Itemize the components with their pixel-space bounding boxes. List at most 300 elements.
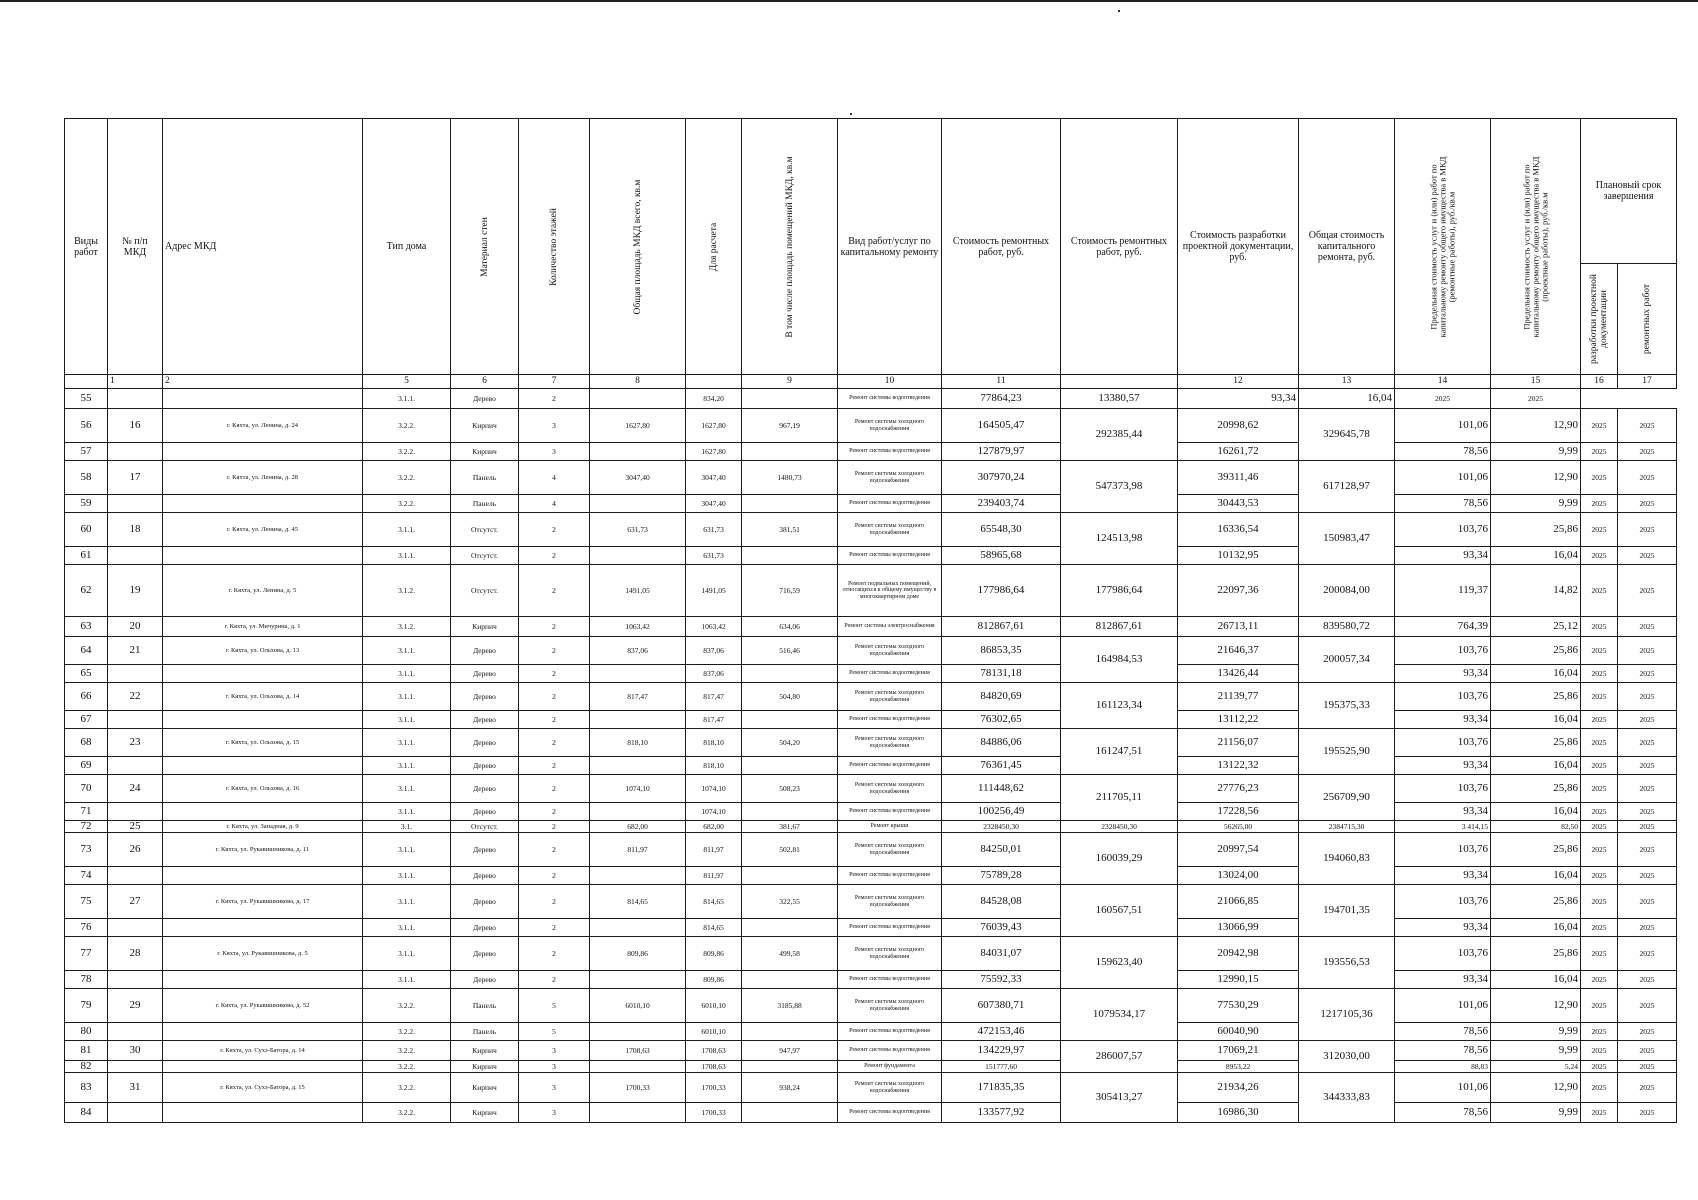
limit-repair: 78,56 [1395,1041,1491,1061]
work-type: Ремонт системы холодного водоснабжения [838,775,942,803]
total-cost: 194060,83 [1299,833,1395,885]
mkd-number [108,665,163,683]
premises-area [742,443,838,461]
work-type: Ремонт системы водоотведения [838,757,942,775]
design-cost: 13380,57 [1061,389,1178,409]
design-cost: 20997,54 [1178,833,1299,867]
premises-area: 516,46 [742,637,838,665]
address [163,757,363,775]
term-design-year: 2025 [1581,757,1618,775]
total-area [590,971,686,989]
work-type: Ремонт системы водоотведения [838,495,942,513]
mkd-number [108,443,163,461]
work-type: Ремонт системы водоотведения [838,867,942,885]
term-repair-year: 2025 [1618,637,1677,665]
design-cost: 21156,07 [1178,729,1299,757]
limit-repair: 103,76 [1395,937,1491,971]
total-cost: 344333,83 [1299,1073,1395,1123]
term-design-year: 2025 [1395,389,1491,409]
limit-design: 16,04 [1299,389,1395,409]
header-floors [519,119,590,375]
table-row [65,989,1677,1023]
total-area [590,867,686,885]
limit-repair: 3 414,15 [1395,821,1491,833]
row-number: 84 [65,1103,108,1123]
house-type: 3.2.2. [363,1073,451,1103]
mkd-number: 26 [108,833,163,867]
column-number-cell: 13 [1299,375,1395,389]
design-cost: 21934,26 [1178,1073,1299,1103]
floors: 2 [519,971,590,989]
header-term-design-text: разработки проектной документации [1589,274,1609,364]
term-repair-year: 2025 [1618,757,1677,775]
total-cost: 329645,78 [1299,409,1395,461]
premises-area: 634,06 [742,617,838,637]
area-for-calc: 817,47 [686,711,742,729]
mkd-number [108,757,163,775]
limit-repair: 78,56 [1395,1023,1491,1041]
repair-cost-sum: 305413,27 [1061,1073,1178,1123]
repair-cost: 812867,61 [942,617,1061,637]
area-for-calc: 837,06 [686,637,742,665]
floors: 2 [519,389,590,409]
header-repair-cost-sum: Стоимость ремонтных работ, руб. [1061,119,1178,375]
work-type: Ремонт системы холодного водоснабжения [838,729,942,757]
wall-material: Дерево [451,389,519,409]
wall-material: Кирпич [451,1041,519,1061]
premises-area: 508,23 [742,775,838,803]
total-cost: 200084,00 [1299,565,1395,617]
premises-area: 381,51 [742,513,838,547]
term-repair-year: 2025 [1618,665,1677,683]
repair-cost-sum: 177986,64 [1061,565,1178,617]
premises-area [742,867,838,885]
table-row [65,803,1677,821]
table-row [65,665,1677,683]
area-for-calc: 814,65 [686,919,742,937]
term-design-year: 2025 [1581,565,1618,617]
address: г. Кяхта, ул. Рукавишникова, д. 52 [163,989,363,1023]
total-cost: 194701,35 [1299,885,1395,937]
row-number: 57 [65,443,108,461]
header-total-area [590,119,686,375]
table-row [65,617,1677,637]
area-for-calc: 1627,80 [686,409,742,443]
address [163,867,363,885]
header-total-cost: Общая стоимость капитального ремонта, руб. [1299,119,1395,375]
limit-repair: 93,34 [1395,665,1491,683]
mkd-number: 21 [108,637,163,665]
wall-material: Дерево [451,971,519,989]
term-design-year: 2025 [1581,821,1618,833]
term-design-year: 2025 [1581,867,1618,885]
house-type: 3.1.1. [363,885,451,919]
mkd-number: 19 [108,565,163,617]
mkd-number [108,867,163,885]
header-mkd-number: № п/п МКД [108,119,163,375]
row-number: 68 [65,729,108,757]
limit-design: 25,86 [1491,833,1581,867]
wall-material: Дерево [451,867,519,885]
limit-repair: 93,34 [1178,389,1299,409]
header-wall-material [451,119,519,375]
row-number: 59 [65,495,108,513]
design-cost: 21066,85 [1178,885,1299,919]
floors: 3 [519,1103,590,1123]
area-for-calc: 809,86 [686,971,742,989]
repair-cost: 76039,43 [942,919,1061,937]
total-area [590,1061,686,1073]
row-number: 76 [65,919,108,937]
term-design-year: 2025 [1581,443,1618,461]
design-cost: 10132,95 [1178,547,1299,565]
floors: 2 [519,565,590,617]
area-for-calc: 837,06 [686,665,742,683]
area-for-calc: 818,10 [686,729,742,757]
column-number-cell: 8 [590,375,686,389]
table-row [65,1023,1677,1041]
premises-area [742,971,838,989]
address [163,919,363,937]
design-cost: 12990,15 [1178,971,1299,989]
header-total-area-text: Общая площадь МКД всего, кв.м [632,179,643,314]
work-type: Ремонт фундамента [838,1061,942,1073]
house-type: 3.2.2. [363,1041,451,1061]
area-for-calc: 1074,10 [686,803,742,821]
repair-cost: 239403,74 [942,495,1061,513]
term-design-year: 2025 [1581,461,1618,495]
total-cost: 200057,34 [1299,637,1395,683]
limit-repair: 103,76 [1395,885,1491,919]
repair-cost: 84820,69 [942,683,1061,711]
header-floors-text: Количество этажей [549,207,559,286]
area-for-calc: 3047,40 [686,461,742,495]
limit-design: 25,86 [1491,729,1581,757]
column-number-cell: 15 [1491,375,1581,389]
work-type: Ремонт системы холодного водоснабжения [838,461,942,495]
term-design-year: 2025 [1581,803,1618,821]
term-design-year: 2025 [1581,833,1618,867]
house-type: 3.2.2. [363,443,451,461]
design-cost: 20942,98 [1178,937,1299,971]
floors: 4 [519,461,590,495]
mkd-number [108,389,163,409]
floors: 2 [519,513,590,547]
premises-area [742,711,838,729]
total-area [590,665,686,683]
header-premises-area [742,119,838,375]
total-area [590,919,686,937]
floors: 2 [519,547,590,565]
limit-design: 12,90 [1491,461,1581,495]
column-number-cell: 2 [163,375,363,389]
mkd-number: 30 [108,1041,163,1061]
row-number: 80 [65,1023,108,1041]
repair-cost: 58965,68 [942,547,1061,565]
area-for-calc: 631,73 [686,513,742,547]
term-design-year: 2025 [1581,1023,1618,1041]
house-type: 3.1.1. [363,547,451,565]
column-number-cell: 17 [1618,375,1677,389]
term-repair-year: 2025 [1618,547,1677,565]
row-number: 61 [65,547,108,565]
header-term-repair [1618,264,1677,375]
header-address: Адрес МКД [163,119,363,375]
design-cost: 26713,11 [1178,617,1299,637]
term-repair-year: 2025 [1618,461,1677,495]
table-row [65,885,1677,919]
total-cost: 195375,33 [1299,683,1395,729]
table-row [65,775,1677,803]
term-design-year: 2025 [1581,547,1618,565]
area-for-calc: 682,00 [686,821,742,833]
total-area: 818,10 [590,729,686,757]
header-limit-design [1491,119,1581,375]
table-body [65,389,1677,1123]
term-repair-year: 2025 [1618,867,1677,885]
house-type: 3.1.2. [363,565,451,617]
floors: 2 [519,711,590,729]
repair-cost: 86853,35 [942,637,1061,665]
premises-area: 716,59 [742,565,838,617]
address [163,443,363,461]
term-repair-year: 2025 [1491,389,1581,409]
row-number: 77 [65,937,108,971]
limit-design: 16,04 [1491,803,1581,821]
design-cost: 17069,21 [1178,1041,1299,1061]
wall-material: Отсутст. [451,547,519,565]
work-type: Ремонт системы водоотведения [838,547,942,565]
limit-repair: 78,56 [1395,1103,1491,1123]
area-for-calc: 811,97 [686,833,742,867]
repair-cost: 171835,35 [942,1073,1061,1103]
term-design-year: 2025 [1581,617,1618,637]
repair-cost: 472153,46 [942,1023,1061,1041]
work-type: Ремонт системы водоотведения [838,919,942,937]
limit-design: 82,50 [1491,821,1581,833]
design-cost: 16336,54 [1178,513,1299,547]
mkd-number: 31 [108,1073,163,1103]
repair-cost: 76361,45 [942,757,1061,775]
table-row [65,513,1677,547]
total-area: 1627,80 [590,409,686,443]
limit-repair: 78,56 [1395,495,1491,513]
repair-cost: 76302,65 [942,711,1061,729]
house-type: 3.1.1. [363,665,451,683]
column-number-cell: 10 [838,375,942,389]
column-number-cell: 6 [451,375,519,389]
total-area [590,443,686,461]
row-number: 73 [65,833,108,867]
term-design-year: 2025 [1581,971,1618,989]
mkd-number [108,495,163,513]
wall-material: Дерево [451,885,519,919]
total-area [590,495,686,513]
premises-area [742,547,838,565]
house-type: 3.2.2. [363,989,451,1023]
floors: 2 [519,885,590,919]
address: г. Кяхта, ул. Ленина, д. 24 [163,409,363,443]
address: г. Кяхта, ул. Рукавишникова, д. 17 [163,885,363,919]
header-wall-material-text: Материал стен [479,216,490,277]
term-repair-year: 2025 [1618,937,1677,971]
table-row [65,495,1677,513]
total-area: 1063,42 [590,617,686,637]
header-limit-design-text: Предельная стоимость услуг и (или) работ по капитальному ремонту общего имущества в МКД (проектные работы), руб./кв.м [1521,156,1549,337]
table-row [65,1041,1677,1061]
term-repair-year: 2025 [1618,513,1677,547]
floors: 2 [519,821,590,833]
term-design-year: 2025 [1581,1103,1618,1123]
limit-repair: 101,06 [1395,409,1491,443]
house-type: 3.1.1. [363,803,451,821]
repair-cost-sum: 2328450,30 [1061,821,1178,833]
repair-cost-sum: 161123,34 [1061,683,1178,729]
term-repair-year: 2025 [1618,971,1677,989]
total-cost: 256709,90 [1299,775,1395,821]
floors: 2 [519,617,590,637]
mkd-number: 27 [108,885,163,919]
work-type: Ремонт системы водоотведения [838,1041,942,1061]
repair-cost: 111448,62 [942,775,1061,803]
work-type: Ремонт системы электроснабжения [838,617,942,637]
house-type: 3.2.2. [363,495,451,513]
area-for-calc: 1074,10 [686,775,742,803]
area-for-calc: 814,65 [686,885,742,919]
wall-material: Отсутст. [451,821,519,833]
wall-material: Панель [451,1023,519,1041]
limit-design: 16,04 [1491,919,1581,937]
premises-area [742,757,838,775]
limit-design: 25,12 [1491,617,1581,637]
repair-cost-sum: 124513,98 [1061,513,1178,565]
address [163,389,363,409]
term-repair-year: 2025 [1618,775,1677,803]
header-premises-area-text: В том числе площадь помещений МКД, кв.м [784,155,795,338]
area-for-calc: 809,86 [686,937,742,971]
repair-register-table [64,118,1677,1123]
wall-material: Отсутст. [451,565,519,617]
term-repair-year: 2025 [1618,833,1677,867]
work-type: Ремонт системы водоотведения [838,1103,942,1123]
house-type: 3.1.1. [363,513,451,547]
term-design-year: 2025 [1581,683,1618,711]
floors: 2 [519,757,590,775]
total-area: 1708,63 [590,1041,686,1061]
design-cost: 21139,77 [1178,683,1299,711]
total-area [590,389,686,409]
address: г. Кяхта, ул. Ольхова, д. 14 [163,683,363,711]
wall-material: Дерево [451,937,519,971]
repair-cost: 84031,07 [942,937,1061,971]
design-cost: 17228,56 [1178,803,1299,821]
column-number-cell: 14 [1395,375,1491,389]
work-type: Ремонт системы водоотведения [838,711,942,729]
header-limit-repair-text: Предельная стоимость услуг и (или) работ по капитальному ремонту общего имущества в МКД (ремонтные работы), руб./кв.м [1428,156,1456,337]
total-cost: 839580,72 [1299,617,1395,637]
work-type: Ремонт системы холодного водоснабжения [838,513,942,547]
total-area: 817,47 [590,683,686,711]
house-type: 3.2.2. [363,1103,451,1123]
repair-cost: 607380,71 [942,989,1061,1023]
mkd-number [108,1061,163,1073]
total-area [590,711,686,729]
house-type: 3.1.1. [363,937,451,971]
column-number-cell [65,375,108,389]
design-cost: 39311,46 [1178,461,1299,495]
limit-design: 5,24 [1491,1061,1581,1073]
limit-design: 12,90 [1491,409,1581,443]
address [163,1103,363,1123]
address: г. Кяхта, ул. Ленина, д. 45 [163,513,363,547]
term-repair-year: 2025 [1618,495,1677,513]
premises-area: 3185,88 [742,989,838,1023]
limit-repair: 764,39 [1395,617,1491,637]
repair-cost-sum: 211705,11 [1061,775,1178,821]
total-cost: 150983,47 [1299,513,1395,565]
area-for-calc: 1700,33 [686,1073,742,1103]
address: г. Кяхта, ул. Ленина, д. 5 [163,565,363,617]
column-number-cell [686,375,742,389]
table-row [65,389,1677,409]
total-cost: 1217105,36 [1299,989,1395,1041]
design-cost: 13426,44 [1178,665,1299,683]
row-number: 64 [65,637,108,665]
mkd-number [108,803,163,821]
header-limit-repair [1395,119,1491,375]
limit-repair: 103,76 [1395,833,1491,867]
term-design-year: 2025 [1581,989,1618,1023]
term-design-year: 2025 [1581,729,1618,757]
limit-repair: 101,06 [1395,989,1491,1023]
term-design-year: 2025 [1581,665,1618,683]
mkd-number: 23 [108,729,163,757]
design-cost: 21646,37 [1178,637,1299,665]
table-row [65,461,1677,495]
wall-material: Дерево [451,919,519,937]
floors: 2 [519,803,590,821]
address [163,711,363,729]
repair-cost-sum: 292385,44 [1061,409,1178,461]
limit-design: 12,90 [1491,989,1581,1023]
premises-area [742,919,838,937]
repair-cost-sum: 164984,53 [1061,637,1178,683]
work-type: Ремонт системы водоотведения [838,443,942,461]
floors: 3 [519,1041,590,1061]
mkd-number [108,547,163,565]
area-for-calc: 818,10 [686,757,742,775]
term-repair-year: 2025 [1618,803,1677,821]
premises-area: 967,19 [742,409,838,443]
wall-material: Дерево [451,803,519,821]
work-type: Ремонт системы водоотведения [838,389,942,409]
limit-design: 25,86 [1491,513,1581,547]
limit-repair: 93,34 [1395,711,1491,729]
design-cost: 13122,32 [1178,757,1299,775]
term-repair-year: 2025 [1618,885,1677,919]
scan-speck [1118,10,1120,12]
floors: 2 [519,937,590,971]
total-area: 1491,05 [590,565,686,617]
area-for-calc: 631,73 [686,547,742,565]
floors: 3 [519,409,590,443]
repair-cost: 127879,97 [942,443,1061,461]
mkd-number: 20 [108,617,163,637]
header-for-calc-text: Для расчета [708,222,719,271]
work-type: Ремонт системы холодного водоснабжения [838,885,942,919]
mkd-number [108,1023,163,1041]
limit-repair: 103,76 [1395,637,1491,665]
